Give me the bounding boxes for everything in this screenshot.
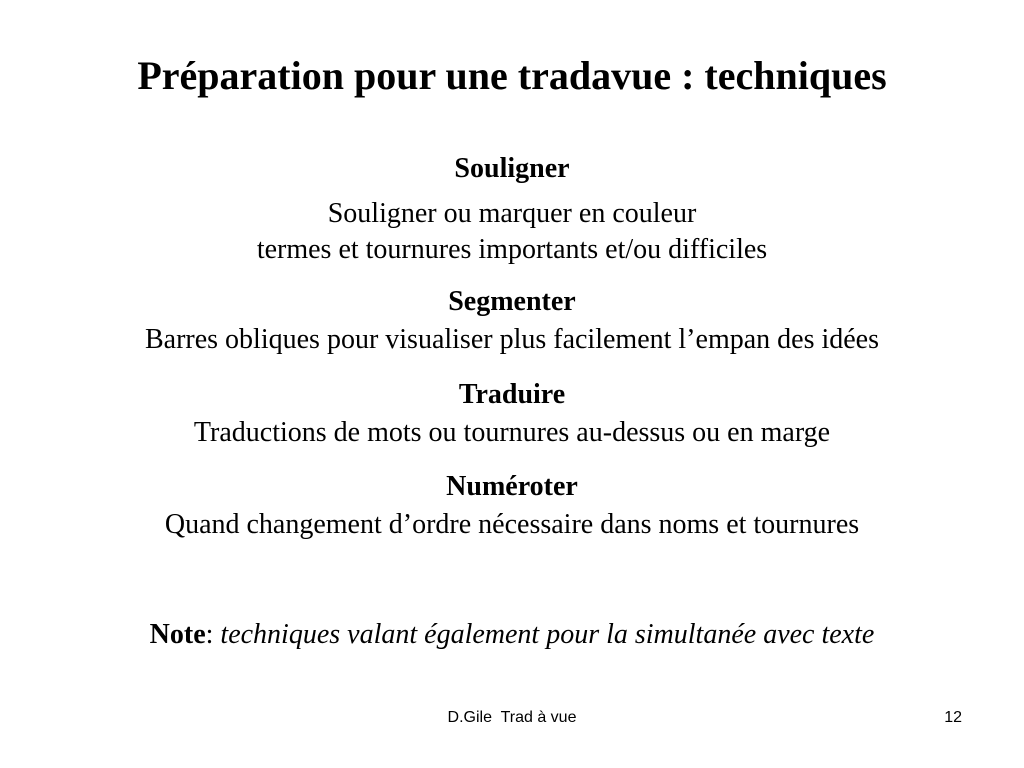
section-line-traduire-1: Traductions de mots ou tournures au-dessus ou en marge	[193, 417, 831, 448]
footer-author-title: D.Gile Trad à vue	[447, 709, 577, 726]
section-line-souligner-1: Souligner ou marquer en couleur	[327, 198, 697, 229]
section-heading-souligner: Souligner	[454, 153, 570, 184]
note	[0, 617, 1024, 653]
slide-title: Préparation pour une tradavue : techniques	[137, 53, 887, 98]
page-number: 12	[944, 709, 962, 726]
note-separator: :	[205, 619, 221, 650]
section-heading-numeroter: Numéroter	[446, 471, 578, 502]
note-text: techniques valant également pour la simultanée avec texte	[220, 619, 875, 650]
section-heading-segmenter: Segmenter	[448, 286, 576, 317]
note-label: Note	[149, 619, 206, 650]
section-line-segmenter-1: Barres obliques pour visualiser plus facilement l’empan des idées	[144, 324, 879, 355]
section-line-numeroter-1: Quand changement d’ordre nécessaire dans noms et tournures	[164, 509, 860, 540]
section-line-souligner-2: termes et tournures importants et/ou difficiles	[256, 234, 768, 265]
section-heading-traduire: Traduire	[458, 379, 566, 410]
